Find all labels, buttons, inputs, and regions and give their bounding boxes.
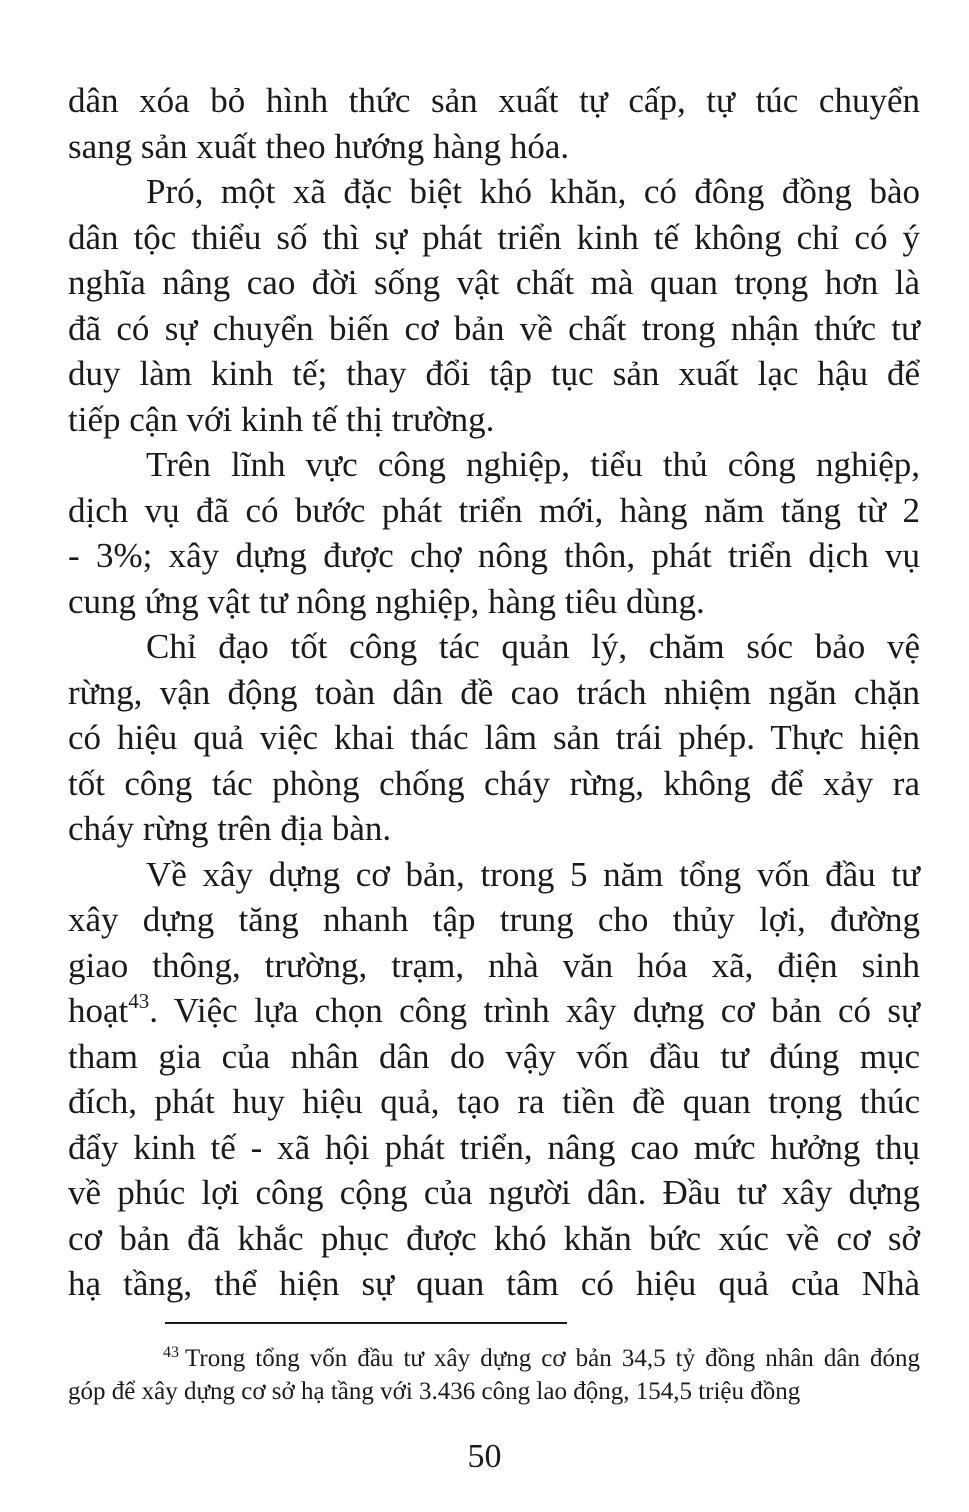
text-line: Về xây dựng cơ bản, trong 5 năm tổng vốn đầu tư	[146, 854, 920, 894]
text-line: cơ bản đã khắc phục được khó khăn bức xúc về cơ sở	[68, 1218, 920, 1258]
page-number: 50	[467, 1438, 502, 1475]
text-line: Chỉ đạo tốt công tác quản lý, chăm sóc bảo vệ	[146, 627, 920, 666]
text-line: duy làm kinh tế; thay đổi tập tục sản xuất lạc hậu để	[68, 354, 920, 393]
text-line: hạ tầng, thể hiện sự quan tâm có hiệu quả của Nhà	[68, 1264, 920, 1303]
text-line: tiếp cận với kinh tế thị trường.	[68, 399, 495, 439]
text-line: tham gia của nhân dân do vậy vốn đầu tư đúng mục	[68, 1036, 920, 1076]
footnote-reference: 43	[128, 989, 150, 1013]
text-line: Trên lĩnh vực công nghiệp, tiểu thủ công nghiệp,	[146, 445, 920, 484]
text-line: dịch vụ đã có bước phát triển mới, hàng năm tăng từ 2	[68, 490, 920, 530]
text-line: xây dựng tăng nhanh tập trung cho thủy lợi, đường	[68, 900, 920, 939]
footnote	[68, 1342, 920, 1408]
text-line: đã có sự chuyển biến cơ bản về chất trong nhận thức tư	[68, 308, 920, 348]
text-line: dân tộc thiểu số thì sự phát triển kinh tế không chỉ có ý	[68, 217, 920, 257]
text-line: về phúc lợi công cộng của người dân. Đầu tư xây dựng	[68, 1173, 920, 1212]
text-line: nghĩa nâng cao đời sống vật chất mà quan trọng hơn là	[68, 263, 920, 302]
text-line: có hiệu quả việc khai thác lâm sản trái phép. Thực hiện	[68, 718, 920, 757]
text-line: Pró, một xã đặc biệt khó khăn, có đông đồng bào	[146, 172, 920, 211]
footnote-line: góp để xây dựng cơ sở hạ tầng với 3.436 công lao động, 154,5 triệu đồng	[68, 1378, 801, 1405]
body-text	[68, 78, 920, 1307]
text-line: sang sản xuất theo hướng hàng hóa.	[68, 126, 570, 166]
text-line: dân xóa bỏ hình thức sản xuất tự cấp, tự túc chuyển	[68, 81, 920, 120]
footnote-text: Trong tổng vốn đầu tư xây dựng cơ bản 34,5 tỷ đồng nhân dân đóng	[185, 1345, 920, 1372]
text-fragment: hoạt	[68, 991, 129, 1030]
footnote-mark: 43	[163, 1344, 179, 1361]
text-line: cháy rừng trên địa bàn.	[68, 809, 392, 848]
text-line: giao thông, trường, trạm, nhà văn hóa xã, điện sinh	[68, 945, 920, 985]
text-line: đích, phát huy hiệu quả, tạo ra tiền đề quan trọng thúc	[68, 1082, 920, 1121]
text-line: cung ứng vật tư nông nghiệp, hàng tiêu dùng.	[68, 581, 705, 621]
text-line: đẩy kinh tế - xã hội phát triển, nâng cao mức hưởng thụ	[68, 1127, 920, 1167]
text-line: rừng, vận động toàn dân đề cao trách nhiệm ngăn chặn	[68, 672, 920, 712]
text-fragment: . Việc lựa chọn công trình xây dựng cơ bản có sự	[149, 991, 920, 1030]
footnote-divider	[165, 1322, 567, 1324]
text-line: tốt công tác phòng chống cháy rừng, không để xảy ra	[68, 763, 920, 803]
text-line	[68, 988, 920, 1034]
text-line: - 3%; xây dựng được chợ nông thôn, phát triển dịch vụ	[68, 536, 920, 575]
footnote-line	[68, 1342, 920, 1375]
